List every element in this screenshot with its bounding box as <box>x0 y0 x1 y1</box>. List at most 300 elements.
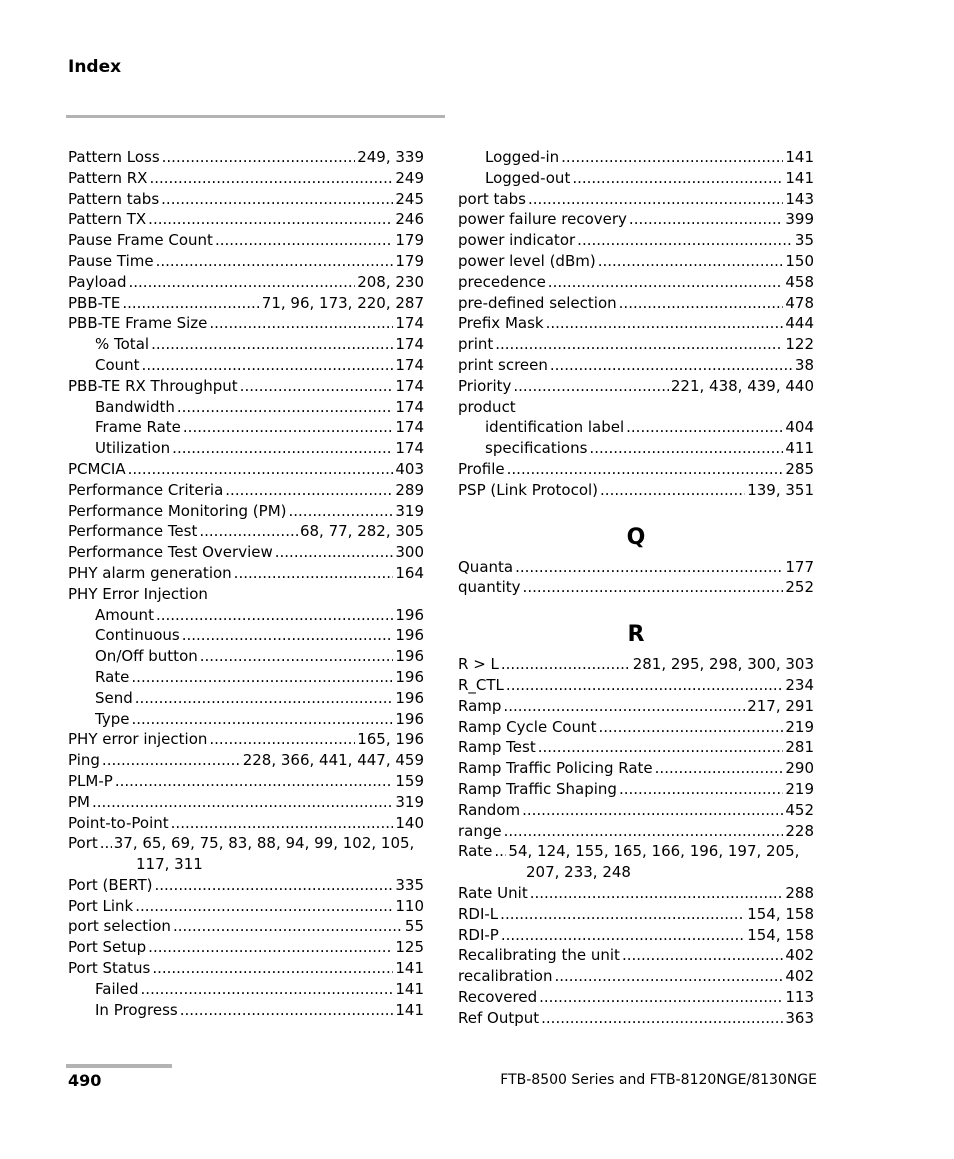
index-term: On/Off button <box>95 647 198 666</box>
index-pages: 196 <box>395 647 424 666</box>
index-entry <box>458 800 814 821</box>
index-term: Port Link <box>68 896 134 915</box>
leader-dots <box>561 147 783 168</box>
leader-dots <box>122 293 259 314</box>
index-pages: 154, 158 <box>747 925 814 944</box>
index-pages: 404 <box>785 418 814 437</box>
index-term: Port <box>68 834 98 853</box>
index-term: Bandwidth <box>95 397 175 416</box>
index-entry <box>68 147 424 168</box>
index-term: Amount <box>95 605 154 624</box>
index-term: Quanta <box>458 557 514 576</box>
index-entry <box>458 355 814 376</box>
index-term: Port Setup <box>68 938 147 957</box>
leader-dots <box>209 729 355 750</box>
index-pages: 154, 158 <box>747 904 814 923</box>
leader-dots <box>501 654 631 675</box>
leader-dots <box>655 758 784 779</box>
index-entry <box>68 313 424 334</box>
index-term: RDI-P <box>458 925 499 944</box>
index-subentry <box>68 667 424 688</box>
index-term: Ramp Test <box>458 738 536 757</box>
leader-dots <box>546 313 784 334</box>
index-entry <box>458 272 814 293</box>
index-term: Rate <box>458 842 493 861</box>
index-entry <box>458 376 814 397</box>
index-pages: 196 <box>395 688 424 707</box>
index-entry <box>68 916 424 937</box>
index-entry <box>68 501 424 522</box>
leader-dots <box>141 979 394 1000</box>
index-term: R > L <box>458 655 499 674</box>
index-entry <box>458 334 814 355</box>
leader-dots <box>173 916 403 937</box>
leader-dots <box>149 168 393 189</box>
index-term: quantity <box>458 578 521 597</box>
index-term: Ramp <box>458 696 502 715</box>
index-term: Port (BERT) <box>68 875 153 894</box>
index-pages: 217, 291 <box>747 696 814 715</box>
index-term: PM <box>68 792 90 811</box>
section-heading-q: Q <box>626 524 646 550</box>
index-pages: 38 <box>794 355 814 374</box>
index-pages: 174 <box>395 355 424 374</box>
index-entry <box>68 792 424 813</box>
index-pages: 140 <box>395 813 424 832</box>
index-pages: 54, 124, 155, 165, 166, 196, 197, 205, <box>508 842 800 861</box>
index-term: PHY Error Injection <box>68 584 208 603</box>
index-pages: 228, 366, 441, 447, 459 <box>242 751 424 770</box>
index-section-r <box>458 654 814 1028</box>
index-term: Pattern Loss <box>68 148 160 166</box>
index-term: pre-defined selection <box>458 293 617 312</box>
index-entry <box>68 251 424 272</box>
index-subentry <box>68 438 424 459</box>
index-pages: 196 <box>395 709 424 728</box>
leader-dots <box>152 958 393 979</box>
index-term: PHY error injection <box>68 730 208 749</box>
leader-dots <box>183 417 393 438</box>
index-entry <box>458 945 814 966</box>
leader-dots <box>548 272 784 293</box>
index-entry <box>68 480 424 501</box>
index-pages: 285 <box>785 459 814 478</box>
index-term: Pause Frame Count <box>68 231 213 250</box>
index-term: precedence <box>458 272 546 291</box>
index-pages: 234 <box>785 675 814 694</box>
index-term: port selection <box>68 917 171 936</box>
index-pages: 125 <box>395 938 424 957</box>
index-subentry <box>68 397 424 418</box>
index-subentry <box>68 646 424 667</box>
index-entry <box>458 209 814 230</box>
index-term: Performance Monitoring (PM) <box>68 501 287 520</box>
leader-dots <box>572 168 783 189</box>
leader-dots <box>234 563 394 584</box>
index-pages: 288 <box>785 883 814 902</box>
index-entry <box>68 958 424 979</box>
leader-dots <box>129 272 356 293</box>
index-pages: 402 <box>785 946 814 965</box>
index-term: identification label <box>485 418 625 437</box>
index-term: Failed <box>95 979 139 998</box>
index-pages: 196 <box>395 605 424 624</box>
index-entry <box>458 577 814 598</box>
index-entry <box>68 272 424 293</box>
index-pages: 174 <box>395 397 424 416</box>
index-term: power indicator <box>458 231 576 250</box>
index-pages: 246 <box>395 210 424 229</box>
index-term: PBB-TE <box>68 293 121 312</box>
index-pages: 174 <box>395 335 424 354</box>
index-entry <box>458 925 814 946</box>
index-column-left <box>68 147 424 1020</box>
index-term: Type <box>95 709 130 728</box>
index-term: print screen <box>458 355 548 374</box>
leader-dots <box>528 189 783 210</box>
leader-dots <box>115 771 394 792</box>
leader-dots <box>501 925 745 946</box>
index-entry <box>458 459 814 480</box>
index-term: Pause Time <box>68 251 154 270</box>
index-pages: 141 <box>395 959 424 978</box>
index-pages: 164 <box>395 563 424 582</box>
index-term: recalibration <box>458 967 553 986</box>
index-pages: 141 <box>395 1000 424 1019</box>
header-rule <box>66 115 445 118</box>
index-term: Rate <box>95 667 130 686</box>
index-term: Rate Unit <box>458 883 528 902</box>
index-term: Random <box>458 800 521 819</box>
index-pages: 150 <box>785 251 814 270</box>
index-pages: 452 <box>785 800 814 819</box>
index-term: Ref Output <box>458 1008 540 1027</box>
index-pages: 478 <box>785 293 814 312</box>
index-pages: 196 <box>395 626 424 645</box>
leader-dots <box>619 293 784 314</box>
index-pages: 174 <box>395 439 424 458</box>
index-entry <box>458 779 814 800</box>
leader-dots <box>156 605 393 626</box>
index-term: Continuous <box>95 626 180 645</box>
index-pages: 219 <box>785 779 814 798</box>
footer-document-title: FTB-8500 Series and FTB-8120NGE/8130NGE <box>500 1072 817 1088</box>
leader-dots <box>523 577 784 598</box>
index-section-p-continued <box>458 147 814 501</box>
index-pages: 403 <box>395 459 424 478</box>
index-entry <box>458 987 814 1008</box>
index-pages: 35 <box>794 231 814 250</box>
leader-dots <box>629 209 783 230</box>
leader-dots <box>148 937 393 958</box>
index-subentry <box>68 688 424 709</box>
index-term: Count <box>95 355 140 374</box>
leader-dots <box>600 480 745 501</box>
leader-dots <box>92 792 393 813</box>
index-entry <box>458 904 814 925</box>
leader-dots <box>599 717 784 738</box>
index-term: PSP (Link Protocol) <box>458 480 599 499</box>
index-pages-continued: 117, 311 <box>136 855 203 874</box>
index-pages: 110 <box>395 896 424 915</box>
index-term: % Total <box>95 335 150 354</box>
index-entry <box>68 521 424 542</box>
index-pages: 444 <box>785 314 814 333</box>
index-subentry <box>68 417 424 438</box>
index-subentry <box>68 334 424 355</box>
leader-dots <box>494 841 506 862</box>
index-term: PBB-TE Frame Size <box>68 314 208 333</box>
index-entry <box>458 717 814 738</box>
index-entry <box>68 584 424 605</box>
index-entry <box>458 841 814 883</box>
index-pages: 71, 96, 173, 220, 287 <box>261 293 424 312</box>
leader-dots <box>156 251 394 272</box>
index-term: PCMCIA <box>68 459 126 478</box>
index-pages-continued: 207, 233, 248 <box>526 863 631 882</box>
index-pages: 319 <box>395 501 424 520</box>
index-entry <box>458 189 814 210</box>
leader-dots <box>577 230 793 251</box>
index-entry <box>68 875 424 896</box>
index-entry <box>458 675 814 696</box>
leader-dots <box>154 875 393 896</box>
leader-dots <box>162 147 356 168</box>
page-header-title: Index <box>68 57 122 77</box>
index-pages: 141 <box>785 168 814 187</box>
index-pages: 300 <box>395 543 424 562</box>
leader-dots <box>539 987 783 1008</box>
leader-dots <box>128 459 394 480</box>
index-entry <box>68 729 424 750</box>
index-term: Pattern TX <box>68 210 147 229</box>
leader-dots <box>240 376 394 397</box>
index-pages: 252 <box>785 578 814 597</box>
index-pages: 399 <box>785 210 814 229</box>
index-entry <box>458 251 814 272</box>
index-subentry <box>68 979 424 1000</box>
leader-dots <box>135 688 394 709</box>
index-entry <box>458 313 814 334</box>
leader-dots <box>500 904 745 925</box>
index-term: Ramp Traffic Shaping <box>458 779 617 798</box>
index-subentry <box>68 709 424 730</box>
index-entry <box>458 397 814 418</box>
leader-dots <box>504 821 784 842</box>
index-entry <box>458 696 814 717</box>
index-column-right <box>458 147 814 1028</box>
leader-dots <box>622 945 783 966</box>
index-term: power failure recovery <box>458 210 627 229</box>
index-term: print <box>458 335 494 354</box>
page-number: 490 <box>68 1071 102 1090</box>
index-entry <box>68 293 424 314</box>
index-subentry <box>68 355 424 376</box>
index-subentry <box>68 605 424 626</box>
index-pages: 458 <box>785 272 814 291</box>
leader-dots <box>550 355 793 376</box>
index-term: Ramp Cycle Count <box>458 717 597 736</box>
leader-dots <box>148 209 393 230</box>
index-entry <box>458 966 814 987</box>
index-pages: 143 <box>785 189 814 208</box>
leader-dots <box>589 438 783 459</box>
index-pages: 196 <box>395 667 424 686</box>
index-pages: 179 <box>395 251 424 270</box>
index-pages: 174 <box>395 418 424 437</box>
index-term: specifications <box>485 439 588 458</box>
leader-dots <box>161 189 393 210</box>
index-term: Logged-out <box>485 168 571 187</box>
index-pages: 141 <box>395 979 424 998</box>
index-entry <box>68 563 424 584</box>
leader-dots <box>522 800 783 821</box>
index-pages: 319 <box>395 792 424 811</box>
index-pages: 249 <box>395 168 424 187</box>
leader-dots <box>180 1000 394 1021</box>
leader-dots <box>507 459 784 480</box>
index-pages: 402 <box>785 967 814 986</box>
index-pages: 208, 230 <box>357 272 424 291</box>
index-pages: 68, 77, 282, 305 <box>299 522 424 541</box>
index-entry <box>68 230 424 251</box>
index-pages: 37, 65, 69, 75, 83, 88, 94, 99, 102, 105, <box>113 834 415 853</box>
index-term: Port Status <box>68 959 151 978</box>
index-term: Pattern tabs <box>68 189 160 208</box>
index-term: Priority <box>458 376 512 395</box>
index-entry <box>68 376 424 397</box>
index-entry <box>458 230 814 251</box>
leader-dots <box>199 521 298 542</box>
leader-dots <box>619 779 783 800</box>
index-pages: 219 <box>785 717 814 736</box>
leader-dots <box>495 334 783 355</box>
leader-dots <box>598 251 784 272</box>
footer-rule <box>66 1064 172 1068</box>
leader-dots <box>135 896 393 917</box>
leader-dots <box>177 397 394 418</box>
index-entry <box>68 813 424 834</box>
index-entry <box>458 883 814 904</box>
index-pages: 139, 351 <box>747 480 814 499</box>
index-term: Recovered <box>458 987 538 1006</box>
index-entry <box>68 542 424 563</box>
index-pages: 122 <box>785 335 814 354</box>
leader-dots <box>626 417 783 438</box>
leader-dots <box>172 438 393 459</box>
index-entry <box>68 459 424 480</box>
index-entry <box>458 737 814 758</box>
index-pages: 141 <box>785 148 814 166</box>
index-subentry <box>68 1000 424 1021</box>
index-pages: 159 <box>395 771 424 790</box>
index-entry <box>68 937 424 958</box>
index-entry <box>458 1008 814 1029</box>
index-term: Pattern RX <box>68 168 148 187</box>
leader-dots <box>541 1008 783 1029</box>
section-heading-r: R <box>627 622 645 648</box>
index-subentry <box>68 625 424 646</box>
index-pages: 335 <box>395 875 424 894</box>
index-pages: 281, 295, 298, 300, 303 <box>632 655 814 674</box>
index-term: Performance Test <box>68 522 198 541</box>
index-term: Prefix Mask <box>458 314 544 333</box>
index-term: Send <box>95 688 133 707</box>
leader-dots <box>513 376 668 397</box>
leader-dots <box>200 646 394 667</box>
index-pages: 228 <box>785 821 814 840</box>
index-term: Frame Rate <box>95 418 181 437</box>
index-entry <box>458 293 814 314</box>
index-entry <box>458 654 814 675</box>
leader-dots <box>538 737 784 758</box>
index-term: Point-to-Point <box>68 813 169 832</box>
index-pages: 221, 438, 439, 440 <box>670 376 814 395</box>
leader-dots <box>506 675 783 696</box>
leader-dots <box>131 709 393 730</box>
index-entry <box>68 896 424 917</box>
leader-dots <box>209 313 393 334</box>
index-pages: 174 <box>395 376 424 395</box>
index-section-q <box>458 557 814 599</box>
index-pages: 281 <box>785 738 814 757</box>
leader-dots <box>100 833 112 854</box>
leader-dots <box>515 557 783 578</box>
index-term: R_CTL <box>458 675 504 694</box>
leader-dots <box>554 966 783 987</box>
index-entry <box>68 771 424 792</box>
index-term: range <box>458 821 502 840</box>
leader-dots <box>503 696 745 717</box>
index-term: product <box>458 397 516 416</box>
index-subentry <box>458 417 814 438</box>
leader-dots <box>131 667 393 688</box>
index-term: Ramp Traffic Policing Rate <box>458 759 653 778</box>
index-pages: 289 <box>395 480 424 499</box>
index-entry <box>68 168 424 189</box>
index-entry <box>68 833 424 875</box>
leader-dots <box>142 355 394 376</box>
index-term: Ping <box>68 751 100 770</box>
index-term: Recalibrating the unit <box>458 946 620 965</box>
leader-dots <box>530 883 784 904</box>
index-term: Performance Test Overview <box>68 543 273 562</box>
index-subentry <box>458 168 814 189</box>
index-term: Profile <box>458 459 505 478</box>
leader-dots <box>225 480 393 501</box>
index-term: RDI-L <box>458 904 499 923</box>
index-subentry <box>458 147 814 168</box>
index-term: Performance Criteria <box>68 480 224 499</box>
index-entry <box>68 750 424 771</box>
index-term: Logged-in <box>485 148 560 166</box>
leader-dots <box>171 813 394 834</box>
index-term: PHY alarm generation <box>68 563 232 582</box>
index-entry <box>68 189 424 210</box>
index-pages: 290 <box>785 759 814 778</box>
index-term: Utilization <box>95 439 171 458</box>
index-term: In Progress <box>95 1000 178 1019</box>
leader-dots <box>215 230 393 251</box>
index-term: Payload <box>68 272 127 291</box>
index-term: port tabs <box>458 189 526 208</box>
leader-dots <box>289 501 394 522</box>
index-pages: 245 <box>395 189 424 208</box>
index-pages: 411 <box>785 439 814 458</box>
leader-dots <box>275 542 394 563</box>
index-pages: 113 <box>785 987 814 1006</box>
leader-dots <box>182 625 394 646</box>
